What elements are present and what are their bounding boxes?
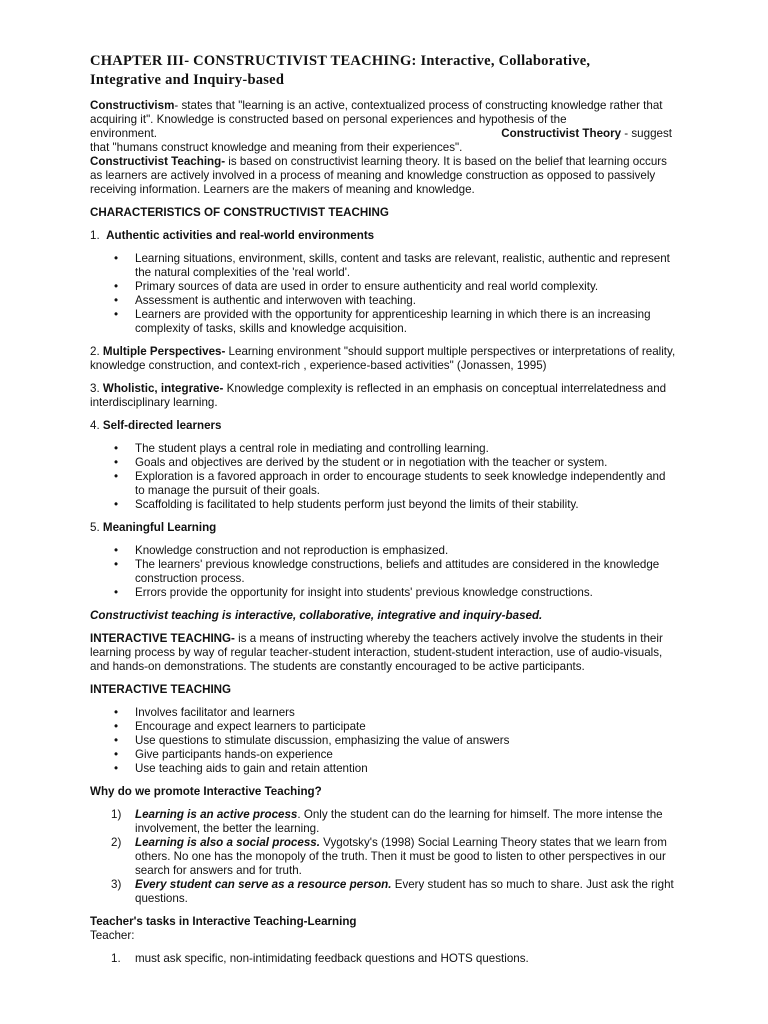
list-item: • Use questions to stimulate discussion, emphasizing the value of answers <box>90 734 678 748</box>
list-number: 1) <box>111 808 122 821</box>
summary-statement: Constructivist teaching is interactive, collaborative, integrative and inquiry-based. <box>90 609 543 622</box>
list-item-text: Vygotsky's (1998) Social Learning Theory states that we learn from others. No one has the monopoly of the truth. Then it must be good to listen to other perspectives in our search for answers and for truth. <box>135 836 667 877</box>
document-page <box>90 52 678 966</box>
list-item: • Primary sources of data are used in order to ensure authenticity and real world complexity. <box>90 280 678 294</box>
list-item <box>90 952 678 966</box>
list-item: • The learners' previous knowledge constructions, beliefs and attitudes are considered in the knowledge construction process. <box>90 558 678 586</box>
list-item: • The student plays a central role in mediating and controlling learning. <box>90 442 678 456</box>
characteristics-heading: CHARACTERISTICS OF CONSTRUCTIVIST TEACHING <box>90 206 389 219</box>
list-item: • Scaffolding is facilitated to help students perform just beyond the limits of their stability. <box>90 498 678 512</box>
list-item-lead: Learning is also a social process. <box>135 836 320 849</box>
list-item: • Use teaching aids to gain and retain attention <box>90 762 678 776</box>
list-item: • Encourage and expect learners to participate <box>90 720 678 734</box>
list-item: • Knowledge construction and not reproduction is emphasized. <box>90 544 678 558</box>
why-heading: Why do we promote Interactive Teaching? <box>90 785 322 798</box>
list-number: 3) <box>111 878 122 891</box>
tasks-subheading: Teacher: <box>90 929 135 942</box>
list-item <box>90 836 678 878</box>
list-item: • Errors provide the opportunity for insight into students' previous knowledge constructions. <box>90 586 678 600</box>
constructivism-paragraph-end: that "humans construct knowledge and meaning from their experiences". <box>90 141 463 154</box>
constructivist-theory-term: Constructivist Theory <box>501 127 622 140</box>
list-item-lead: Learning is an active process <box>135 808 298 821</box>
tasks-list <box>90 952 678 966</box>
characteristic-1-heading: 1. Authentic activities and real-world environments <box>90 229 375 242</box>
list-number: 2) <box>111 836 122 849</box>
list-item <box>90 878 678 906</box>
list-item-text: must ask specific, non-intimidating feedback questions and HOTS questions. <box>135 952 529 965</box>
characteristic-1-list <box>90 252 678 336</box>
list-item: • Assessment is authentic and interwoven with teaching. <box>90 294 678 308</box>
characteristic-5-heading: 5. Meaningful Learning <box>90 521 217 534</box>
list-number: 1. <box>111 952 121 965</box>
list-item <box>90 808 678 836</box>
list-item-text: Every student has so much to share. Just ask the right questions. <box>135 878 674 905</box>
constructivism-paragraph: Constructivism- states that "learning is an active, contextualized process of constructing knowledge rather that acquiring it". Knowledge is constructed based on personal experiences and hypothesis of the <box>90 99 663 126</box>
characteristic-4-heading: 4. Self-directed learners <box>90 419 222 432</box>
chapter-title <box>90 52 678 90</box>
list-item-lead: Every student can serve as a resource person. <box>135 878 392 891</box>
characteristic-4-list <box>90 442 678 512</box>
list-item: • Learners are provided with the opportunity for apprenticeship learning in which there is an increasing complexity of tasks, skills and knowledge acquisition. <box>90 308 678 336</box>
why-list <box>90 808 678 906</box>
interactive-teaching-definition: INTERACTIVE TEACHING- is a means of instructing whereby the teachers actively involve the students in their learning process by way of regular teacher-student interaction, student-student interaction, use of audio-visuals, and hands-on demonstrations. The students are constantly encouraged to be active participants. <box>90 632 663 673</box>
chapter-title-line2: Integrative and Inquiry-based <box>90 72 285 88</box>
list-item: • Goals and objectives are derived by the student or in negotiation with the teacher or system. <box>90 456 678 470</box>
chapter-title-line1: CHAPTER III- CONSTRUCTIVIST TEACHING: Interactive, Collaborative, <box>90 53 591 69</box>
constructivist-teaching-paragraph: Constructivist Teaching- is based on constructivist learning theory. It is based on the belief that learning occurs as learners are actively involved in a process of meaning and knowledge construction as opposed to passively receiving information. Learners are the makers of meaning and knowledge. <box>90 155 667 196</box>
constructivism-row: environment. Constructivist Theory - suggest <box>90 127 672 140</box>
characteristic-2: 2. Multiple Perspectives- Learning environment "should support multiple perspectives or interpretations of reality, knowledge construction, and context-rich , experience-based activities" (Jonassen, 1995) <box>90 345 676 372</box>
constructivist-teaching-term: Constructivist Teaching- <box>90 155 226 168</box>
characteristic-5-list <box>90 544 678 600</box>
list-item: • Learning situations, environment, skills, content and tasks are relevant, realistic, authentic and represent the natural complexities of the 'real world'. <box>90 252 678 280</box>
tasks-heading: Teacher's tasks in Interactive Teaching-Learning <box>90 915 357 928</box>
list-item: • Exploration is a favored approach in order to encourage students to seek knowledge independently and to manage the pursuit of their goals. <box>90 470 678 498</box>
interactive-teaching-heading: INTERACTIVE TEACHING <box>90 683 232 696</box>
characteristic-3: 3. Wholistic, integrative- Knowledge complexity is reflected in an emphasis on conceptual interrelatedness and interdisciplinary learning. <box>90 382 667 409</box>
list-item-text: . Only the student can do the learning for himself. The more intense the involvement, the better the learning. <box>135 808 663 835</box>
constructivism-term: Constructivism <box>90 99 175 112</box>
interactive-teaching-list <box>90 706 678 776</box>
list-item: • Involves facilitator and learners <box>90 706 678 720</box>
list-item: • Give participants hands-on experience <box>90 748 678 762</box>
